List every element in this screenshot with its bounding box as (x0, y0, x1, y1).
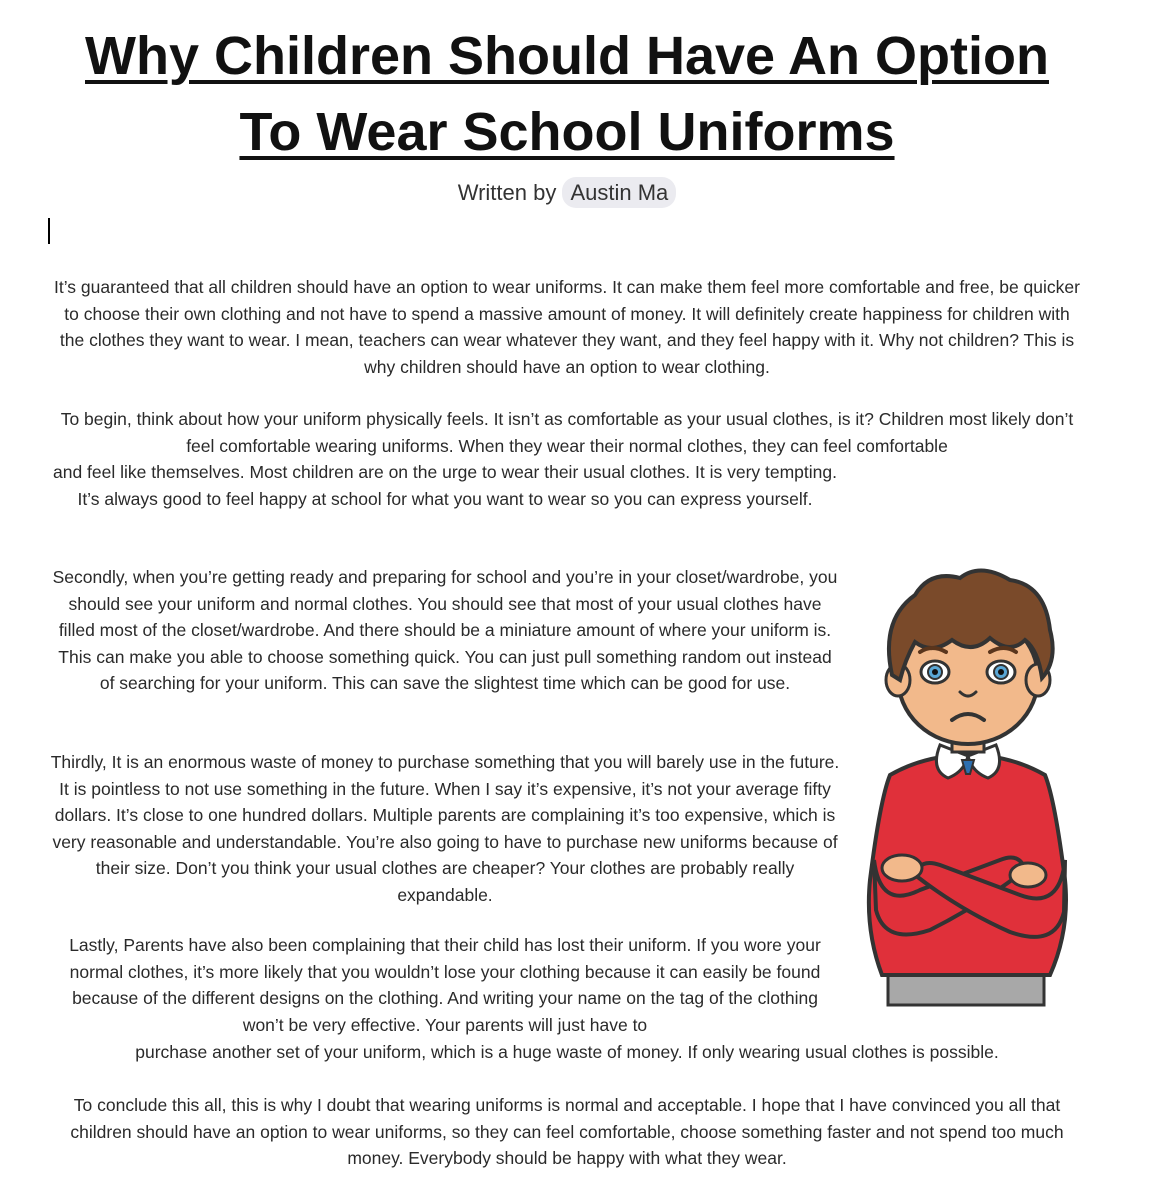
right-hand (1010, 863, 1046, 887)
text-cursor (48, 218, 50, 244)
title-line-2: To Wear School Uniforms (239, 102, 895, 162)
page-title (0, 18, 1134, 170)
paragraph-2: Secondly, when you’re getting ready and preparing for school and you’re in your closet/wardrobe, you should see your uniform and normal clothes. You should see that most of your usual clothes have filled most of the closet/wardrobe. And there should be a miniature amount of where your uniform is. This can make you able to choose something quick. You can just pull something random out instead of searching for your uniform. This can save the slightest time which can be good for use. (52, 567, 838, 694)
title-line-1: Why Children Should Have An Option (85, 26, 1049, 86)
intro-paragraph: It’s guaranteed that all children should have an option to wear uniforms. It can make them feel more comfortable and free, be quicker to choose their own clothing and not have to spend a massive amount of money. It will definitely create happiness for children with the clothes they want to wear. I mean, teachers can wear whatever they want, and they feel happy with it. Why not children? This is why children should have an option to wear clothing. (54, 277, 1080, 377)
left-hand (882, 855, 922, 881)
byline (0, 180, 1134, 206)
conclusion-paragraph: To conclude this all, this is why I doubt that wearing uniforms is normal and acceptable. I hope that I have convinced you all that children should have an option to wear uniforms, so they can feel comfortable, choose something faster and not spend too much money. Everybody should be happy with what they wear. (70, 1095, 1064, 1169)
paragraph-1a: To begin, think about how your uniform physically feels. It isn’t as comfortable as your usual clothes, is it? Children most likely don’t feel comfortable wearing uniforms. When they wear their normal clothes, they can feel comfortable (60, 409, 1074, 456)
author-chip[interactable]: Austin Ma (562, 177, 676, 208)
paragraph-1b: and feel like themselves. Most children are on the urge to wear their usual clothes. It is very tempting. It’s always good to feel happy at school for what you want to wear so you can express yourself. (53, 462, 837, 509)
paragraph-4b: purchase another set of your uniform, which is a huge waste of money. If only wearing usual clothes is possible. (135, 1042, 999, 1062)
paragraph-4a: Lastly, Parents have also been complaining that their child has lost their uniform. If you wore your normal clothes, it’s more likely that you wouldn’t lose your clothing because it can easily be found because of the different designs on the clothing. And writing your name on the tag of the clothing won’t be very effective. Your parents will just have to (69, 935, 821, 1035)
byline-prefix: Written by (457, 180, 557, 205)
paragraph-3: Thirdly, It is an enormous waste of money to purchase something that you will barely use in the future. It is pointless to not use something in the future. When I say it’s expensive, it’s not your average fifty dollars. It’s close to one hundred dollars. Multiple parents are complaining it’s too expensive, which is very reasonable and understandable. You’re also going to have to purchase new uniforms because of their size. Don’t you think your usual clothes are cheaper? Your clothes are probably really expandable. (50, 752, 840, 905)
sad-boy-illustration (860, 560, 1080, 1010)
